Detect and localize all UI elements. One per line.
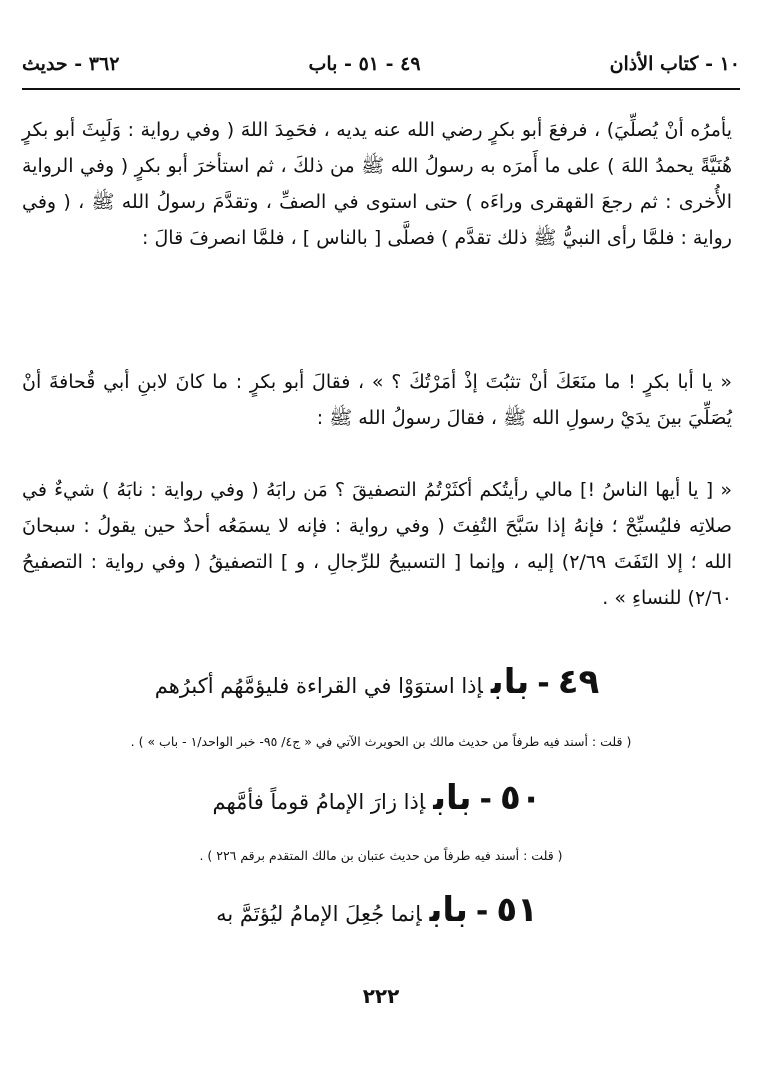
chapter-number: ٤٩: [557, 662, 600, 702]
header-divider: [22, 88, 740, 90]
chapter-dash: -: [537, 666, 550, 701]
paragraph-1: يأمرُه أنْ يُصلِّيَ) ، فرفعَ أبو بكرٍ رضي الله عنه يديه ، فحَمِدَ اللهَ ( وفي رواية : وَلَبِثَ أبو بكرٍ هُنَيَّةً يحمدُ اللهَ ) على ما أَمرَه به رسولُ الله ﷺ من ذلكَ ، ثم استأخرَ أبو بكرٍ ( وفي الرواية الأُخرى : ثم رجعَ القهقرى وراءَه ) حتى استوى في الصفِّ ، وتقدَّمَ رسولُ الله ﷺ ، ( وفي رواية : فلمَّا رأى النبيُّ ﷺ ذلك تقدَّم ) فصلَّى [ بالناس ] ، فلمَّا انصرفَ قالَ :: [22, 119, 732, 249]
paragraph-3: « [ يا أيها الناسُ !] مالي رأيتُكم أكثَرْتُمُ التصفيقَ ؟ مَن رابَهُ ( وفي رواية : نابَهُ ) شيءٌ في صلاتِه فليُسبِّحْ ؛ فإنهُ إذا سَبَّحَ التُفِتَ ( وفي رواية : فإنه لا يسمَعُه أحدٌ حين يقولُ : سبحانَ الله ؛ إلا التَفَتَ ٢/٦٩) إليه ، وإنما [ التسبيحُ للرِّجالِ ، و ] التصفيقُ ( وفي رواية : التصفيحُ ٢/٦٠) للنساءِ » .: [22, 479, 732, 609]
editor-note-50: ( قلت : أسند فيه طرفاً من حديث عتبان بن مالك المتقدم برقم ٢٢٦ ) .: [199, 848, 563, 863]
header-babs: ٤٩ - ٥١ - باب: [308, 53, 421, 75]
chapter-number: ٥١: [496, 890, 538, 930]
chapter-dash: -: [475, 894, 489, 929]
page-number: ٢٢٢: [362, 984, 400, 1008]
chapter-heading-49: [22, 662, 732, 702]
chapter-dash: -: [479, 782, 492, 817]
chapter-keyword: باب: [433, 778, 472, 818]
editor-note-49: ( قلت : أسند فيه طرفاً من حديث مالك بن الحويرث الآتي في « ج٤/ ٩٥- خبر الواحد/١ - باب » ) .: [130, 734, 632, 749]
chapter-title: إنما جُعِلَ الإمامُ ليُؤتَمَّ به: [216, 902, 422, 926]
header-chapter: ١٠ - كتاب الأذان: [609, 53, 740, 75]
chapter-heading-50: [22, 778, 732, 818]
chapter-number: ٥٠: [500, 778, 542, 818]
paragraph-2: « يا أبا بكرٍ ! ما منَعَكَ أنْ تثبُتَ إذْ أمَرْتُكَ ؟ » ، فقالَ أبو بكرٍ : ما كانَ لابنِ أبي قُحافةَ أنْ يُصَلِّيَ بينَ يدَيْ رسولِ الله ﷺ ، فقالَ رسولُ الله ﷺ :: [22, 371, 732, 429]
header-hadith: ٣٦٢ - حديث: [22, 53, 120, 75]
chapter-heading-51: [22, 890, 732, 930]
chapter-title: إذا استوَوْا في القراءة فليؤمَّهُم أكبرُهم: [154, 674, 483, 698]
page-header: [22, 46, 740, 82]
chapter-title: إذا زارَ الإمامُ قوماً فأمَّهم: [212, 790, 426, 814]
chapter-keyword: باب: [429, 890, 468, 930]
chapter-keyword: باب: [490, 662, 530, 702]
